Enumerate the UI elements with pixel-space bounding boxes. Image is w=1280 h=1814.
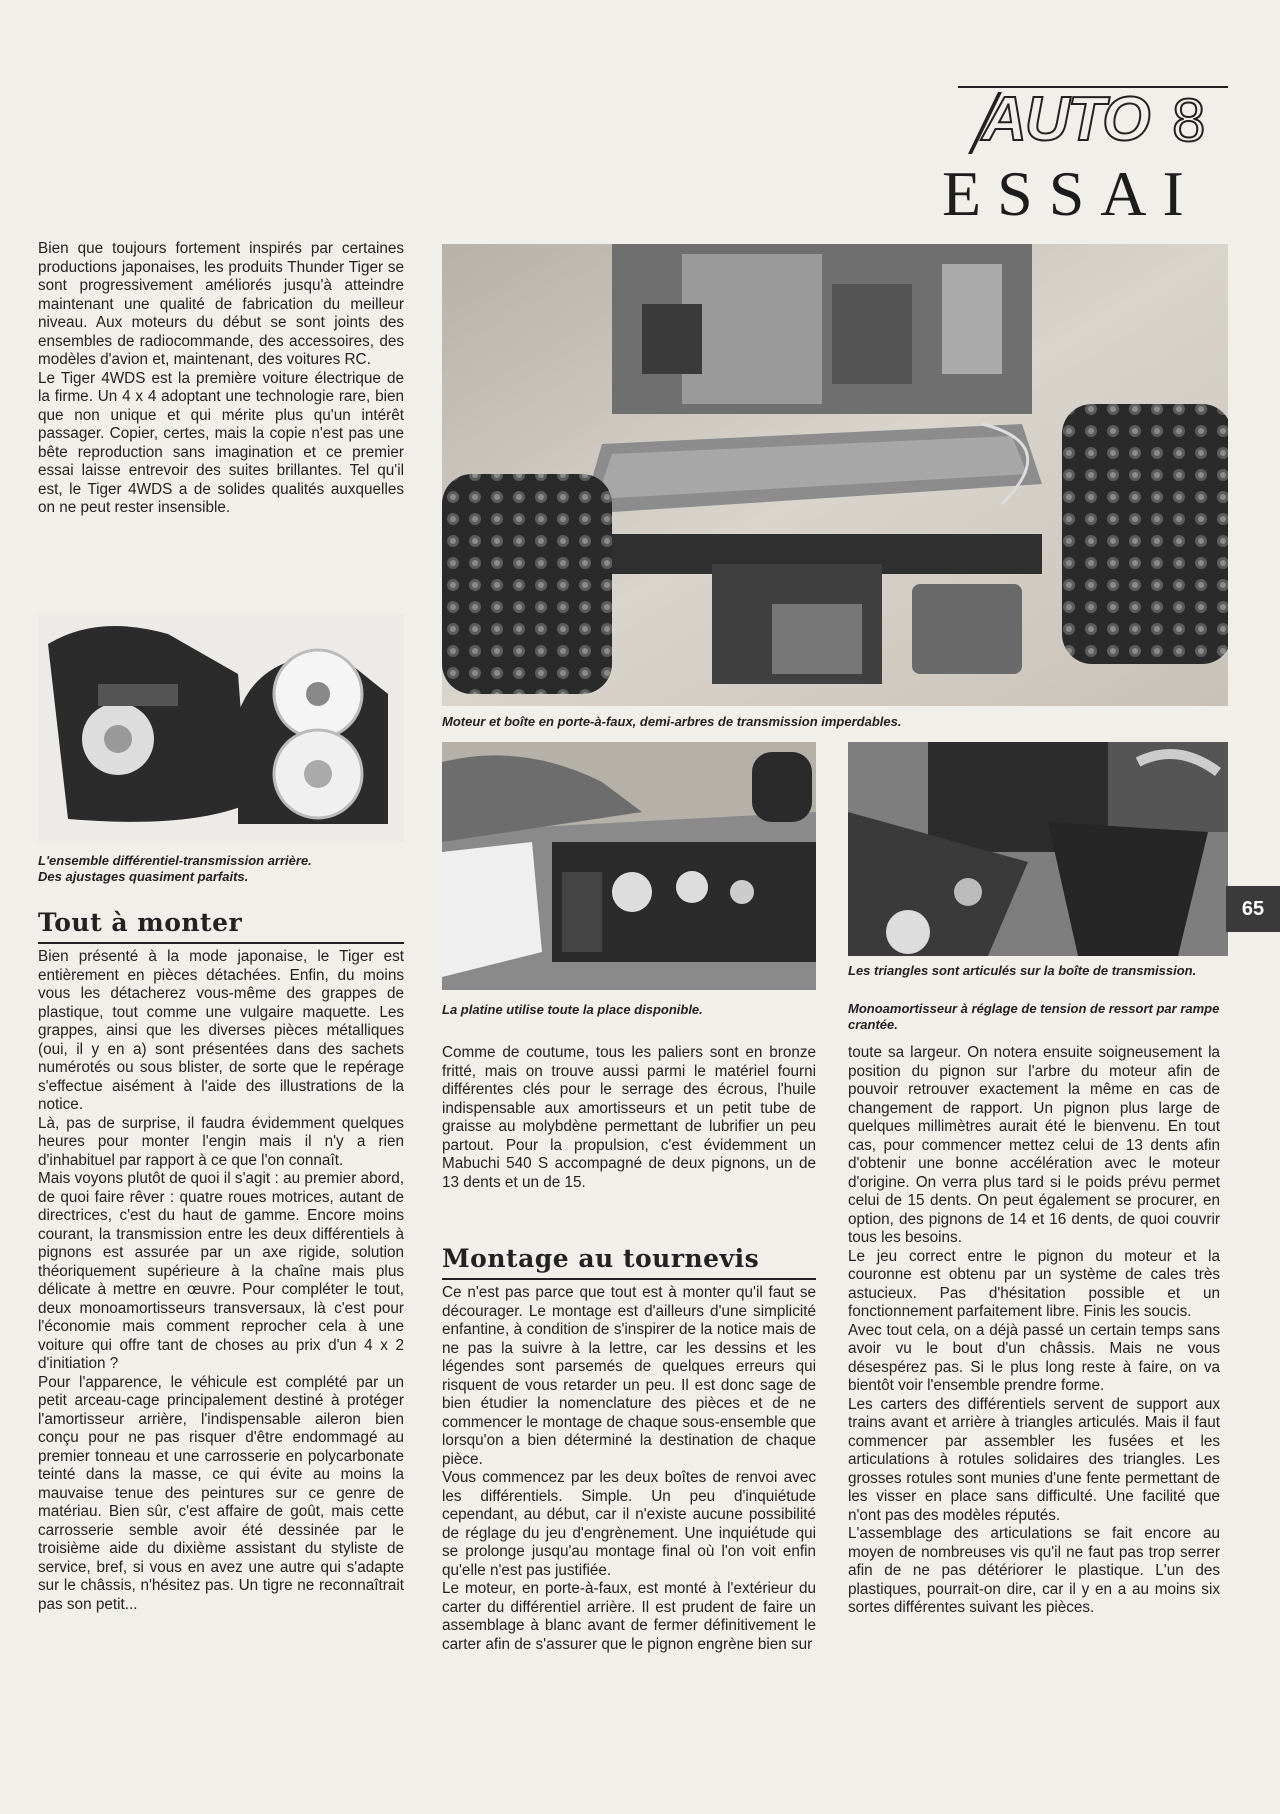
section-rule <box>38 942 404 944</box>
section1-paragraph-3: Mais voyons plutôt de quoi il s'agit : au premier abord, de quoi faire rêver : quatre roues motrices, autant de directrices, c'est du haut de gamme. Encore moins courant, la transmission entre les deux différentiels à pignons est assurée par un axe rigide, solution théoriquement supérieure à la chaîne mais plus délicate à mettre en œuvre. Pour compléter le tout, deux monoamortisseurs transversaux, là c'est pour l'économie mais comment reprocher cela à une voiture qui offre tant de choses au prix d'un 4 x 2 d'initiation ? <box>38 1170 404 1372</box>
section2-paragraph-1: Ce n'est pas parce que tout est à monter qu'il faut se décourager. Le montage est d'ailleurs d'une simplicité enfantine, à condition de s'inspirer de la notice mais de ne pas la suivre à la lettre, car les dessins et les légendes sont parsemés de quelques erreurs qui risquent de vous retarder un peu. Il est donc sage de bien étudier la nomenclature des pièces et de ne commencer le montage de chaque sous-ensemble que lorsqu'on a bien déterminé la destination de chaque pièce. <box>442 1284 816 1468</box>
section-heading-montage: Montage au tournevis <box>442 1244 760 1273</box>
buggy-rear-image <box>442 244 1228 706</box>
right-paragraph-4: Les carters des différentiels servent de support aux trains avant et arrière à triangles articulés. Mais il faut commencer par assembler les fusées et les articulations à rotules solidaires des triangles. Les grosses rotules sont munies d'une fente permettant de les visser en place sans difficulté. Une facilité que n'ont pas des modèles réputés. <box>848 1395 1220 1524</box>
triangles-photo <box>848 742 1228 956</box>
differential-photo <box>38 614 404 842</box>
monoamortisseur-caption: Monoamortisseur à réglage de tension de ressort par rampe crantée. <box>848 1001 1220 1032</box>
middle-column-text <box>442 1044 816 1192</box>
section2-paragraph-2: Vous commencez par les deux boîtes de renvoi avec les différentiels. Simple. Un peu d'inquiétude cependant, au début, car il n'existe aucune possibilité de réglage du jeu d'engrènement. Une inquiétude qui se prolonge jusqu'au montage final où l'on voit enfin qu'elle n'est pas justifiée. <box>442 1469 816 1579</box>
section1-paragraph-2: Là, pas de surprise, il faudra évidemment quelques heures pour monter l'engin mais il n'y a rien d'inhabituel par rapport à ce que l'on connaît. <box>38 1114 404 1169</box>
right-paragraph-5: L'assemblage des articulations se fait encore au moyen de nombreuses vis qu'il ne faut pas trop serrer afin de ne pas détériorer le plastique. L'un des plastiques, pourrait-on dire, car il y en a au moins six sortes différentes suivant les pièces. <box>848 1525 1220 1616</box>
intro-text <box>38 240 404 518</box>
logo-digit: 8 <box>1172 87 1206 154</box>
section1-text <box>38 948 404 1614</box>
section-label: ESSAI <box>942 158 1200 229</box>
triangles-image <box>848 742 1228 956</box>
right-paragraph-3: Avec tout cela, on a déjà passé un certain temps sans avoir vu le bout d'un châssis. Mais ne vous désespérez pas. Si le plus long reste à faire, on va bientôt voir l'ensemble prendre forme. <box>848 1321 1220 1394</box>
magazine-logo <box>958 82 1228 162</box>
section2-text <box>442 1284 816 1654</box>
intro-paragraph-1: Bien que toujours fortement inspirés par certaines productions japonaises, les produits Thunder Tiger se sont progressivement améliorés jusqu'à atteindre maintenant une qualité de fabrication du meilleur niveau. Aux moteurs du début se sont joints des ensembles de radiocommande, des accessoires, des modèles d'avion et, maintenant, des voitures RC. <box>38 240 404 368</box>
right-column-text <box>848 1044 1220 1618</box>
differential-image <box>38 614 404 842</box>
platine-caption: La platine utilise toute la place disponible. <box>442 1002 703 1017</box>
right-paragraph-2: Le jeu correct entre le pignon du moteur et la couronne est obtenu par un système de cales très astucieux. Pas d'hésitation possible et un fonctionnement parfaitement libre. Finis les soucis. <box>848 1247 1220 1320</box>
middle-paragraph-1: Comme de coutume, tous les paliers sont en bronze fritté, mais on trouve aussi parmi le matériel fourni différentes clés pour le serrage des écrous, l'huile indispensable aux amortisseurs et un petit tube de graisse au molybdène permettant de lubrifier un peu partout. Pour la propulsion, c'est évidemment un Mabuchi 540 S accompagné de deux pignons, un de 13 dents et un de 15. <box>442 1044 816 1191</box>
triangles-caption: Les triangles sont articulés sur la boîte de transmission. <box>848 963 1197 978</box>
page-number: 65 <box>1226 886 1280 932</box>
section1-paragraph-4: Pour l'apparence, le véhicule est complété par un petit arceau-cage principalement destiné à protéger l'amortisseur arrière, l'indispensable aileron bien conçu pour ne pas risquer d'être endommagé au premier tonneau et une carrosserie en polycarbonate teinté dans la masse, ce qui évite au moins la mauvaise tenue des peintures sur ce genre de matériau. Bien sûr, c'est affaire de goût, mais cette carrosserie semble avoir été dessinée par le troisième aide du dixième assistant du styliste de service, bref, si vous en avez une autre qui s'adapte sur le châssis, n'hésitez pas. Un tigre ne reconnaîtrait pas son petit... <box>38 1373 404 1613</box>
section-heading-tout-a-monter: Tout à monter <box>38 908 243 937</box>
logo-text: AUTO <box>982 85 1149 154</box>
main-photo-caption: Moteur et boîte en porte-à-faux, demi-arbres de transmission imperdables. <box>442 714 902 729</box>
section-rule <box>442 1278 816 1280</box>
right-paragraph-1: toute sa largeur. On notera ensuite soigneusement la position du pignon sur l'arbre du moteur afin de pouvoir retrouver exactement la même en cas de changement de rapport. Un pignon plus large de quelques millimètres aurait été le bienvenu. En tout cas, pour commencer mettez celui de 13 dents afin d'obtenir une bonne accélération avec le moteur d'origine. On verra plus tard si le poids prévu permet celui de 15 dents. On peut également se procurer, en option, des pignons de 14 et 16 dents, de quoi couvrir tous les besoins. <box>848 1044 1220 1246</box>
differential-caption-line-2: Des ajustages quasiment parfaits. <box>38 869 249 884</box>
intro-paragraph-2: Le Tiger 4WDS est la première voiture électrique de la firme. Un 4 x 4 adoptant une technologie rare, bien que non unique et qui mérite plus qu'un intérêt passager. Copier, certes, mais la copie n'est pas une bête reproduction sans imagination et ce premier essai laisse entrevoir des suites brillantes. Tel qu'il est, le Tiger 4WDS a de solides qualités auxquelles on ne peut rester insensible. <box>38 369 404 516</box>
platine-image <box>442 742 816 990</box>
differential-caption <box>38 853 404 885</box>
section2-paragraph-3: Le moteur, en porte-à-faux, est monté à l'extérieur du carter du différentiel arrière. Il est prudent de faire un assemblage à blanc avant de fermer définitivement le carter afin de s'assurer que le pignon engrène bien sur <box>442 1580 816 1653</box>
differential-caption-line-1: L'ensemble différentiel-transmission arrière. <box>38 853 312 868</box>
section1-paragraph-1: Bien présenté à la mode japonaise, le Tiger est entièrement en pièces détachées. Enfin, du moins vous les détacherez vous-même des grappes de plastique, tout comme une vulgaire maquette. Les grappes, ainsi que les diverses pièces métalliques (oui, il y en a) sont présentées dans des sachets numérotés ou sous blister, de sorte que le repérage s'effectue aisément à l'aide des illustrations de la notice. <box>38 948 404 1113</box>
main-photo <box>442 244 1228 706</box>
platine-photo <box>442 742 816 990</box>
